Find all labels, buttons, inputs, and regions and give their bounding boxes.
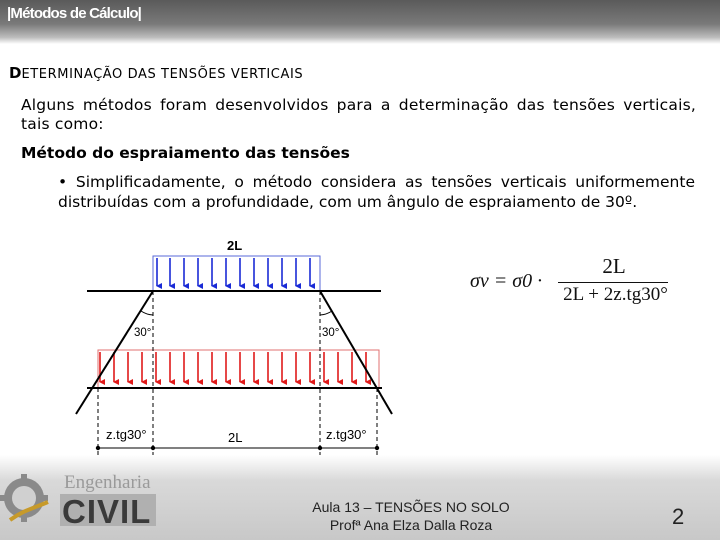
right-dimension-label: z.tg30° (326, 427, 367, 442)
method-title: Método do espraiamento das tensões (21, 144, 350, 162)
logo-main-text: CIVIL (62, 493, 152, 530)
left-angle-arc (141, 311, 153, 315)
right-angle-label: 30° (322, 327, 340, 339)
formula-lhs: σv = σ0 · (470, 270, 543, 292)
bottom-load-box (98, 350, 379, 388)
right-angle-arc (320, 311, 332, 315)
intro-paragraph: Alguns métodos foram desenvolvidos para a determinação das tensões verticais, tais como: (21, 96, 696, 133)
formula-numerator: 2L (602, 254, 626, 278)
section-heading-rest: ETERMINAÇÃO DAS TENSÕES VERTICAIS (21, 67, 304, 82)
section-heading-initial: D (9, 64, 22, 82)
dimension-tick (318, 446, 322, 450)
footer-professor: Profª Ana Elza Dalla Roza (329, 517, 493, 533)
bottom-load-arrows (100, 352, 366, 382)
top-load-label: 2L (227, 238, 243, 253)
dimension-tick (151, 446, 155, 450)
center-dimension-label: 2L (228, 430, 243, 445)
logo-top-text: Engenharia (64, 472, 151, 493)
top-load-arrows (157, 258, 310, 286)
slide-title: |Métodos de Cálculo| (7, 5, 142, 22)
footer-text (296, 498, 526, 534)
spreading-formula (470, 254, 670, 314)
formula-fraction-bar (558, 282, 668, 283)
bullet-paragraph: • Simplificadamente, o método considera as tensões verticais uniformemente distribuídas com a profundidade, com um ângulo de espraiamento de 30º. (58, 173, 695, 211)
engenharia-civil-logo (0, 466, 170, 540)
top-load-box (153, 256, 320, 291)
right-spreading-line (320, 291, 392, 414)
footer-lesson: Aula 13 – TENSÕES NO SOLO (312, 499, 510, 515)
dimension-tick (96, 446, 100, 450)
page-number: 2 (672, 504, 685, 529)
left-angle-label: 30° (134, 327, 152, 339)
dimension-tick (375, 446, 379, 450)
left-dimension-label: z.tg30° (106, 427, 147, 442)
formula-denominator: 2L + 2z.tg30° (563, 284, 668, 305)
